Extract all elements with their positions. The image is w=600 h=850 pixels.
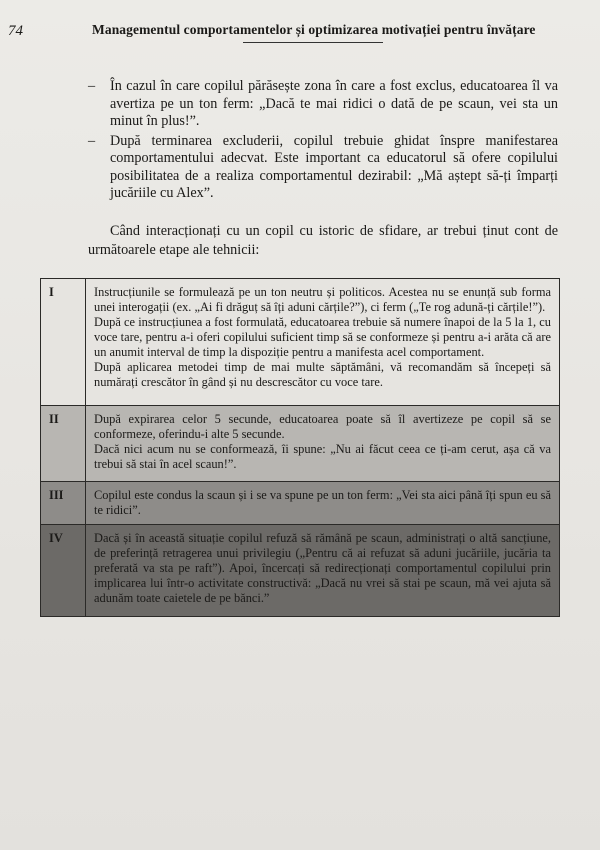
step-text: Copilul este condus la scaun și i se va spune pe un ton ferm: „Vei sta aici până îți spun eu să te ridici”. xyxy=(94,488,551,517)
running-title: Managementul comportamentelor și optimizarea motivației pentru învățare xyxy=(92,22,536,37)
list-item xyxy=(88,133,558,203)
bullet-text: În cazul în care copilul părăsește zona în care a fost exclus, educatoarea îl va avertiza pe un ton ferm: „Dacă te mai ridici o dată de pe scaun, vei sta un minut în plus!”. xyxy=(110,78,558,129)
step-text: Dacă și în această situație copilul refuză să rămână pe scaun, administrați o altă sancțiune, de preferință retragerea unui privilegiu („Pentru că ai refuzat să aduni jucăriile, jucăria ta preferată va sta pe raft”). Apoi, încercați să redirecționați comportamentul copilului prin implicarea lui într-o activitate constructivă: „Dacă nu vrei să stai pe scaun, mă vei ajuta să adunăm toate caietele de pe bănci.” xyxy=(94,531,551,605)
intro-paragraph: Când interacționați cu un copil cu istoric de sfidare, ar trebui ținut cont de următoarele etape ale tehnicii: xyxy=(88,223,558,258)
header-divider xyxy=(243,42,383,43)
step-number: I xyxy=(41,279,86,406)
step-text: După aplicarea metodei timp de mai multe săptămâni, vă recomandăm să începeți să numărați crescător în gând și nu descrescător cu voce tare. xyxy=(94,360,551,389)
technique-steps-table xyxy=(40,278,560,617)
dash-marker: – xyxy=(88,78,96,94)
bullet-list xyxy=(88,78,558,205)
dash-marker: – xyxy=(88,132,96,149)
step-text: După ce instrucțiunea a fost formulată, educatoarea trebuie să numere înapoi de la 5 la 1, cu voce tare, pentru a-i oferi copilului suficient timp să se conformeze și pentru a-i arăta că are un anumit interval de timp la dispoziție pentru a manifesta acel comportament. xyxy=(94,315,551,359)
step-body xyxy=(86,482,560,525)
table-row xyxy=(41,406,560,482)
step-body xyxy=(86,279,560,406)
bullet-text: După terminarea excluderii, copilul trebuie ghidat înspre manifestarea comportamentului adecvat. Este important ca educatorul să ofere copilului posibilitatea de a realiza comportamentul dezirabil: „Mă aștept să-ți împarți jucăriile cu Alex”. xyxy=(110,132,558,201)
table-row xyxy=(41,279,560,406)
table-row xyxy=(41,482,560,525)
page-number: 74 xyxy=(8,23,23,39)
step-number: II xyxy=(41,406,86,482)
step-number: III xyxy=(41,482,86,525)
step-body xyxy=(86,525,560,617)
step-text: Dacă nici acum nu se conformează, îi spune: „Nu ai făcut ceea ce ți-am cerut, așa că va trebui să stai în acel scaun!”. xyxy=(94,442,551,471)
step-text: Instrucțiunile se formulează pe un ton neutru și politicos. Acestea nu se enunță sub forma unei interogații (ex. „Ai fi drăguț să îți aduni cărțile?”), ci ferm („Te rog adună-ți cărțile!”). xyxy=(94,285,551,314)
table-row xyxy=(41,525,560,617)
step-body xyxy=(86,406,560,482)
page-header xyxy=(0,22,600,46)
list-item xyxy=(88,78,558,131)
step-text: După expirarea celor 5 secunde, educatoarea poate să îl avertizeze pe copil să se conformeze, oferindu-i alte 5 secunde. xyxy=(94,412,551,441)
step-number: IV xyxy=(41,525,86,617)
